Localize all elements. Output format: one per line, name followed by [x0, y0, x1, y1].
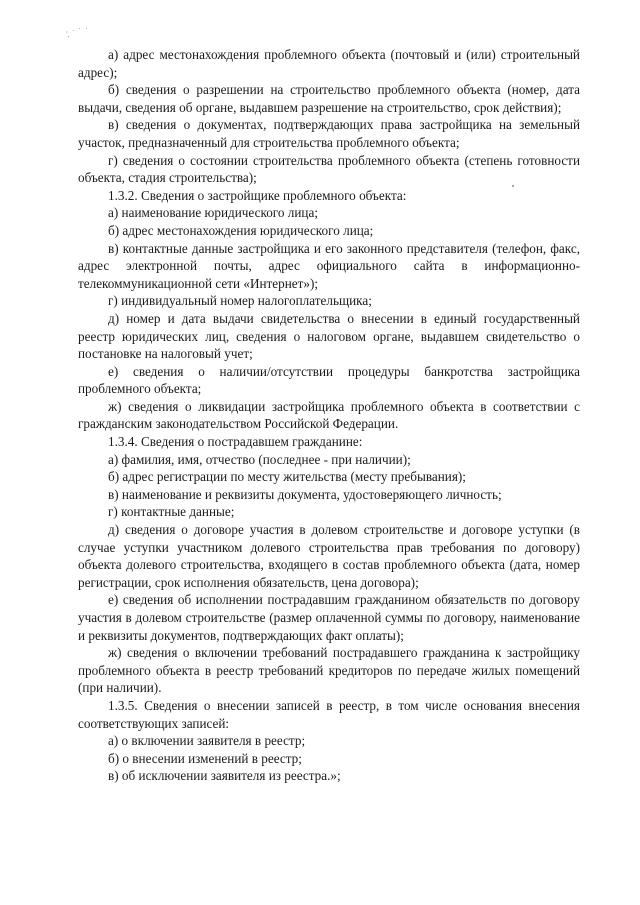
paragraph: а) наименование юридического лица;: [108, 205, 318, 221]
document-body: [78, 46, 580, 785]
paragraph: а) фамилия, имя, отчество (последнее - при наличии);: [108, 451, 411, 467]
paragraph: г) контактные данные;: [108, 504, 235, 520]
paragraph: б) адрес регистрации по месту жительства (месту пребывания);: [108, 469, 466, 485]
paragraph: б) о внесении изменений в реестр;: [108, 750, 302, 766]
paragraph: в) сведения о документах, подтверждающих права застройщика на земельный участок, предназначенный для строительства проблемного объекта;: [78, 117, 580, 150]
paragraph: а) о включении заявителя в реестр;: [108, 733, 306, 749]
section-heading: 1.3.4. Сведения о пострадавшем гражданине:: [108, 434, 363, 450]
paragraph: в) контактные данные застройщика и его законного представителя (телефон, факс, адрес электронной почты, адрес официального сайта в информационно-телекоммуникационной сети «Интернет»);: [78, 240, 580, 291]
paragraph: д) сведения о договоре участия в долевом строительстве и договоре уступки (в случае уступки участником долевого строительства прав требования по договору) объекта долевого строительства, входящего в состав проблемного объекта (дата, номер регистрации, срок исполнения обязательств, цена договора);: [78, 522, 580, 590]
paragraph: г) индивидуальный номер налогоплательщика;: [108, 293, 372, 309]
paragraph: д) номер и дата выдачи свидетельства о внесении в единый государственный реестр юридических лиц, сведения о налоговом органе, выдавшем свидетельство о постановке на налоговый учет;: [78, 310, 580, 362]
paragraph: б) сведения о разрешении на строительство проблемного объекта (номер, дата выдачи, сведения об органе, выдавшем разрешение на строительство, срок действия);: [78, 82, 580, 115]
section-heading: 1.3.2. Сведения о застройщике проблемного объекта:: [108, 187, 407, 203]
section-heading: 1.3.5. Сведения о внесении записей в реестр, в том числе основания внесения соответствующих записей:: [78, 697, 580, 731]
paragraph: ж) сведения о включении требований пострадавшего гражданина к застройщику проблемного объекта в реестр требований кредиторов по передаче жилых помещений (при наличии).: [78, 645, 580, 696]
paragraph: в) наименование и реквизиты документа, удостоверяющего личность;: [108, 486, 502, 502]
paragraph: е) сведения о наличии/отсутствии процедуры банкротства застройщика проблемного объекта;: [78, 363, 580, 397]
paragraph: а) адрес местонахождения проблемного объекта (почтовый и (или) строительный адрес);: [78, 47, 580, 80]
paragraph: ж) сведения о ликвидации застройщика проблемного объекта в соответствии с гражданским законодательством Российской Федерации.: [78, 398, 580, 432]
paragraph: г) сведения о состоянии строительства проблемного объекта (степень готовности объекта, стадия строительства);: [78, 152, 580, 186]
paragraph: б) адрес местонахождения юридического лица;: [108, 222, 374, 238]
paragraph: е) сведения об исполнении пострадавшим гражданином обязательств по договору участия в долевом строительстве (размер оплаченной суммы по договору, наименование и реквизиты документов, подтверждающих факт оплаты);: [78, 592, 580, 643]
paragraph: в) об исключении заявителя из реестра.»;: [108, 768, 341, 784]
scan-mark: ⁚ ˙ ˙ ·: [65, 23, 91, 40]
